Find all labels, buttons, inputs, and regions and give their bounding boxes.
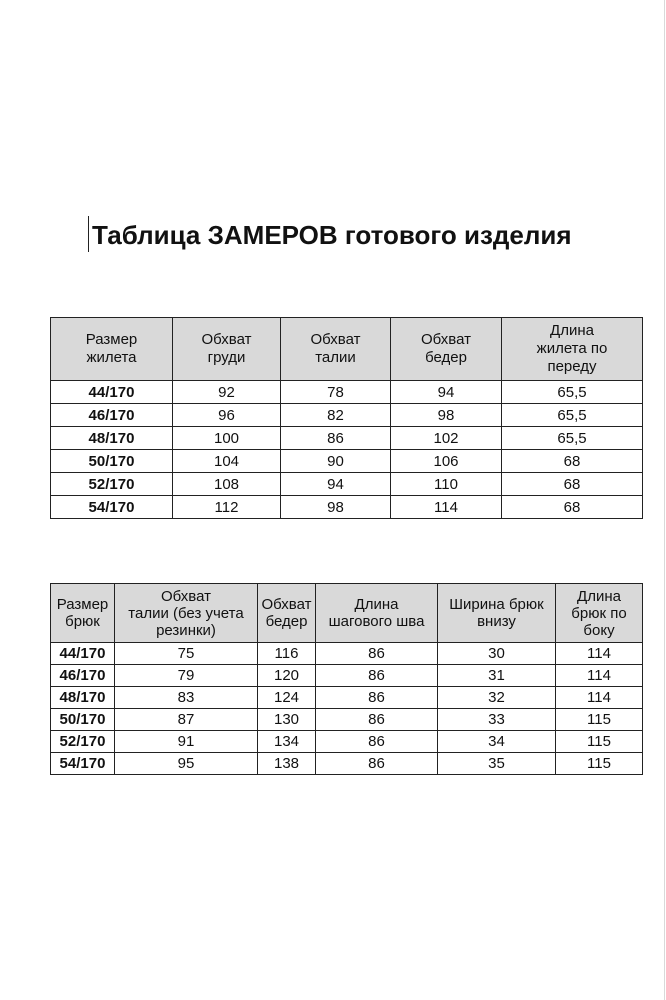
size-cell: 50/170 (51, 709, 115, 731)
pants-measurements-table (50, 583, 643, 775)
chest-cell: 108 (173, 473, 281, 496)
table-row (51, 731, 643, 753)
size-cell: 48/170 (51, 687, 115, 709)
table-row (51, 643, 643, 665)
header-hips: Обхват бедер (391, 318, 502, 381)
size-cell: 52/170 (51, 731, 115, 753)
waist-cell: 78 (281, 381, 391, 404)
length-cell: 68 (502, 496, 643, 519)
waist-cell: 95 (115, 753, 258, 775)
header-size-pants: Размер брюк (51, 584, 115, 643)
inseam-cell: 86 (316, 731, 438, 753)
hips-cell: 130 (258, 709, 316, 731)
chest-cell: 100 (173, 427, 281, 450)
size-cell: 54/170 (51, 753, 115, 775)
hips-cell: 124 (258, 687, 316, 709)
table-row (51, 381, 643, 404)
hips-cell: 110 (391, 473, 502, 496)
length-cell: 65,5 (502, 404, 643, 427)
width-cell: 30 (438, 643, 556, 665)
hips-cell: 98 (391, 404, 502, 427)
table-header-row (51, 318, 643, 381)
header-inseam-length: Длина шагового шва (316, 584, 438, 643)
hips-cell: 116 (258, 643, 316, 665)
table-row (51, 450, 643, 473)
waist-cell: 79 (115, 665, 258, 687)
waist-cell: 90 (281, 450, 391, 473)
document-title: Таблица ЗАМЕРОВ готового изделия (92, 220, 572, 250)
hips-cell: 134 (258, 731, 316, 753)
inseam-cell: 86 (316, 665, 438, 687)
hips-cell: 94 (391, 381, 502, 404)
size-cell: 44/170 (51, 381, 173, 404)
width-cell: 33 (438, 709, 556, 731)
waist-cell: 86 (281, 427, 391, 450)
hips-cell: 120 (258, 665, 316, 687)
size-cell: 54/170 (51, 496, 173, 519)
header-vest-length: Длина жилета по переду (502, 318, 643, 381)
inseam-cell: 86 (316, 709, 438, 731)
waist-cell: 98 (281, 496, 391, 519)
header-side-length: Длина брюк по боку (556, 584, 643, 643)
header-size-vest: Размер жилета (51, 318, 173, 381)
size-cell: 48/170 (51, 427, 173, 450)
size-cell: 52/170 (51, 473, 173, 496)
table-row (51, 473, 643, 496)
width-cell: 32 (438, 687, 556, 709)
side-length-cell: 115 (556, 731, 643, 753)
side-length-cell: 114 (556, 665, 643, 687)
waist-cell: 82 (281, 404, 391, 427)
side-length-cell: 114 (556, 643, 643, 665)
width-cell: 35 (438, 753, 556, 775)
side-length-cell: 114 (556, 687, 643, 709)
chest-cell: 92 (173, 381, 281, 404)
page-edge-line (664, 0, 665, 1000)
hips-cell: 102 (391, 427, 502, 450)
chest-cell: 112 (173, 496, 281, 519)
length-cell: 65,5 (502, 381, 643, 404)
side-length-cell: 115 (556, 753, 643, 775)
length-cell: 68 (502, 473, 643, 496)
size-cell: 50/170 (51, 450, 173, 473)
header-chest: Обхват груди (173, 318, 281, 381)
header-waist: Обхват талии (281, 318, 391, 381)
hips-cell: 114 (391, 496, 502, 519)
text-cursor (88, 216, 89, 252)
hips-cell: 106 (391, 450, 502, 473)
side-length-cell: 115 (556, 709, 643, 731)
waist-cell: 87 (115, 709, 258, 731)
table-header-row (51, 584, 643, 643)
length-cell: 65,5 (502, 427, 643, 450)
inseam-cell: 86 (316, 643, 438, 665)
inseam-cell: 86 (316, 687, 438, 709)
header-waist-no-elastic: Обхват талии (без учета резинки) (115, 584, 258, 643)
waist-cell: 91 (115, 731, 258, 753)
width-cell: 31 (438, 665, 556, 687)
size-cell: 46/170 (51, 665, 115, 687)
header-hips: Обхват бедер (258, 584, 316, 643)
table-row (51, 496, 643, 519)
hips-cell: 138 (258, 753, 316, 775)
table-row (51, 427, 643, 450)
table-row (51, 709, 643, 731)
size-cell: 44/170 (51, 643, 115, 665)
table-row (51, 404, 643, 427)
table-row (51, 665, 643, 687)
chest-cell: 96 (173, 404, 281, 427)
vest-measurements-table (50, 317, 643, 519)
width-cell: 34 (438, 731, 556, 753)
waist-cell: 94 (281, 473, 391, 496)
chest-cell: 104 (173, 450, 281, 473)
table-row (51, 687, 643, 709)
length-cell: 68 (502, 450, 643, 473)
waist-cell: 83 (115, 687, 258, 709)
waist-cell: 75 (115, 643, 258, 665)
size-cell: 46/170 (51, 404, 173, 427)
header-leg-opening-width: Ширина брюк внизу (438, 584, 556, 643)
inseam-cell: 86 (316, 753, 438, 775)
table-row (51, 753, 643, 775)
